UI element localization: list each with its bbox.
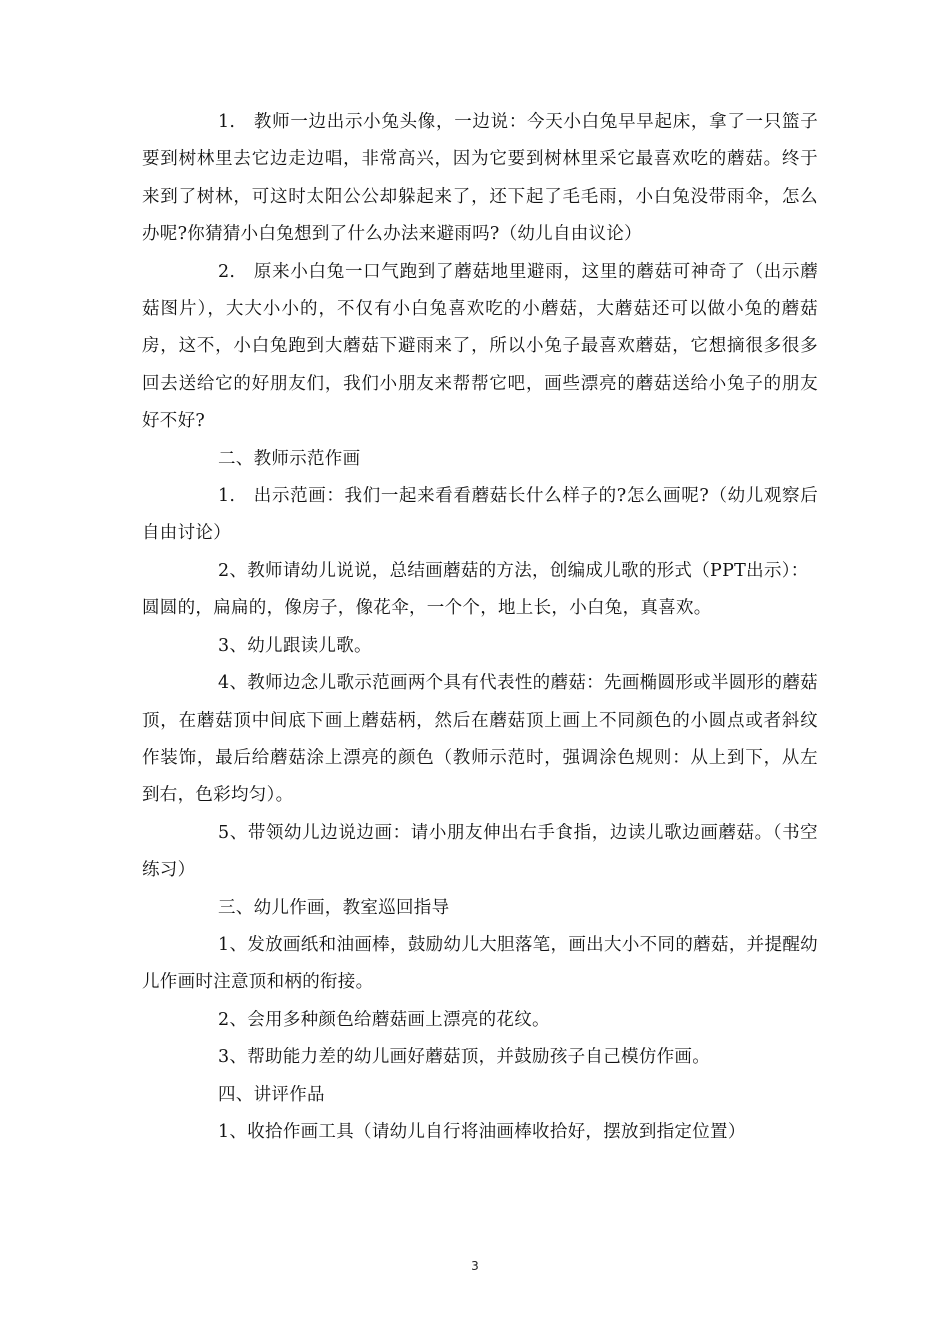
paragraph-distribute-materials: 1、发放画纸和油画棒，鼓励幼儿大胆落笔，画出大小不同的蘑菇，并提醒幼儿作画时注意顶和柄的衔接。 <box>142 934 818 993</box>
paragraph-mushroom-shelter: 2. 原来小白兔一口气跑到了蘑菇地里避雨，这里的蘑菇可神奇了（出示蘑菇图片），大大小小的，不仅有小白兔喜欢吃的小蘑菇，大蘑菇还可以做小兔的蘑菇房，这不，小白兔跑到大蘑菇下避雨来了，所以小兔子最喜欢蘑菇，它想摘很多很多回去送给它的好朋友们，我们小朋友来帮帮它吧，画些漂亮的蘑菇送给小兔子的朋友好不好? <box>142 261 818 432</box>
page-number: 3 <box>471 1259 479 1273</box>
paragraph-show-sample: 1. 出示范画：我们一起来看看蘑菇长什么样子的?怎么画呢?（幼儿观察后自由讨论） <box>142 486 818 544</box>
section-heading-child-drawing: 三、幼儿作画，教室巡回指导 <box>218 897 450 918</box>
paragraph-summarize-method: 2、教师请幼儿说说，总结画蘑菇的方法，创编成儿歌的形式（PPT出示）： <box>218 560 809 581</box>
paragraph-air-writing: 5、带领幼儿边说边画：请小朋友伸出右手食指，边读儿歌边画蘑菇。（书空练习） <box>142 822 818 881</box>
paragraph-read-rhyme: 3、幼儿跟读儿歌。 <box>218 635 372 656</box>
section-heading-evaluation: 四、讲评作品 <box>218 1084 325 1105</box>
paragraph-colors: 2、会用多种颜色给蘑菇画上漂亮的花纹。 <box>218 1009 550 1030</box>
paragraph-help-children: 3、帮助能力差的幼儿画好蘑菇顶，并鼓励孩子自己模仿作画。 <box>218 1047 711 1068</box>
paragraph-tidy-tools: 1、收拾作画工具（请幼儿自行将油画棒收拾好，摆放到指定位置） <box>218 1121 746 1142</box>
paragraph-demo-drawing: 4、教师边念儿歌示范画两个具有代表性的蘑菇：先画椭圆形或半圆形的蘑菇顶，在蘑菇顶中间底下画上蘑菇柄，然后在蘑菇顶上画上不同颜色的小圆点或者斜纹作装饰，最后给蘑菇涂上漂亮的颜色（教师示范时，强调涂色规则：从上到下，从左到右，色彩均匀）。 <box>142 673 818 806</box>
section-heading-teacher-demo: 二、教师示范作画 <box>218 448 361 469</box>
paragraph-nursery-rhyme: 圆圆的，扁扁的，像房子，像花伞，一个个，地上长，小白兔，真喜欢。 <box>142 598 712 619</box>
paragraph-story-intro: 1. 教师一边出示小兔头像，一边说：今天小白兔早早起床，拿了一只篮子要到树林里去它边走边唱，非常高兴，因为它要到树林里采它最喜欢吃的蘑菇。终于来到了树林，可这时太阳公公却躲起来了，还下起了毛毛雨，小白兔没带雨伞，怎么办呢?你猜猜小白兔想到了什么办法来避雨吗?（幼儿自由议论） <box>142 112 818 245</box>
page-content <box>142 104 818 1151</box>
